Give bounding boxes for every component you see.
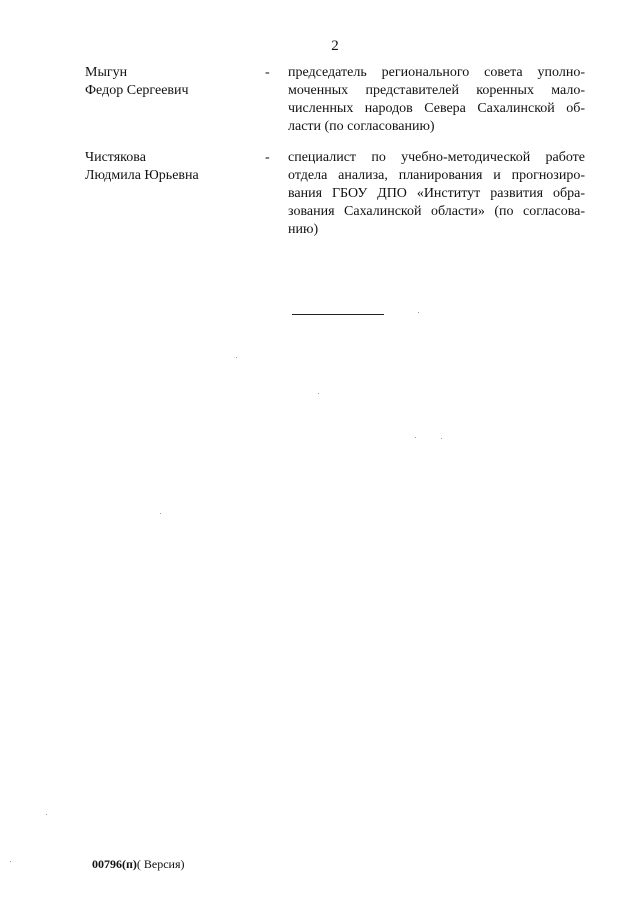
scan-speck [415,437,416,438]
document-footer [92,857,185,872]
page-number: 2 [331,38,339,54]
role-line: ласти (по согласованию) [288,119,435,134]
role-line: нию) [288,222,319,237]
member-role [288,149,585,239]
scan-speck [418,312,419,313]
role-line: отдела анализа, планирования и прогнозиро- [288,168,585,183]
member-given-names: Людмила Юрьевна [85,168,199,183]
role-line: вания ГБОУ ДПО «Институт развития обра- [288,186,585,201]
footer-code: 00796(п) [92,857,137,871]
scan-speck [236,357,237,358]
scan-speck [441,438,442,439]
scan-speck [10,861,11,862]
dash-separator: - [265,150,270,165]
role-line: специалист по учебно-методической работе [288,150,585,165]
role-line: председатель регионального совета уполно- [288,65,585,80]
member-name [85,149,265,185]
dash-separator: - [265,65,270,80]
scan-speck [318,393,319,394]
member-given-names: Федор Сергеевич [85,83,189,98]
member-surname: Чистякова [85,150,146,165]
role-line: зования Сахалинской области» (по согласова- [288,204,585,219]
member-role [288,64,585,136]
role-line: моченных представителей коренных мало- [288,83,585,98]
member-name [85,64,265,100]
scan-speck [160,513,161,514]
member-surname: Мыгун [85,65,128,80]
closing-rule [292,314,384,315]
footer-version: ( Версия) [136,857,185,871]
role-line: численных народов Севера Сахалинской об- [288,101,585,116]
scan-speck [46,814,47,815]
